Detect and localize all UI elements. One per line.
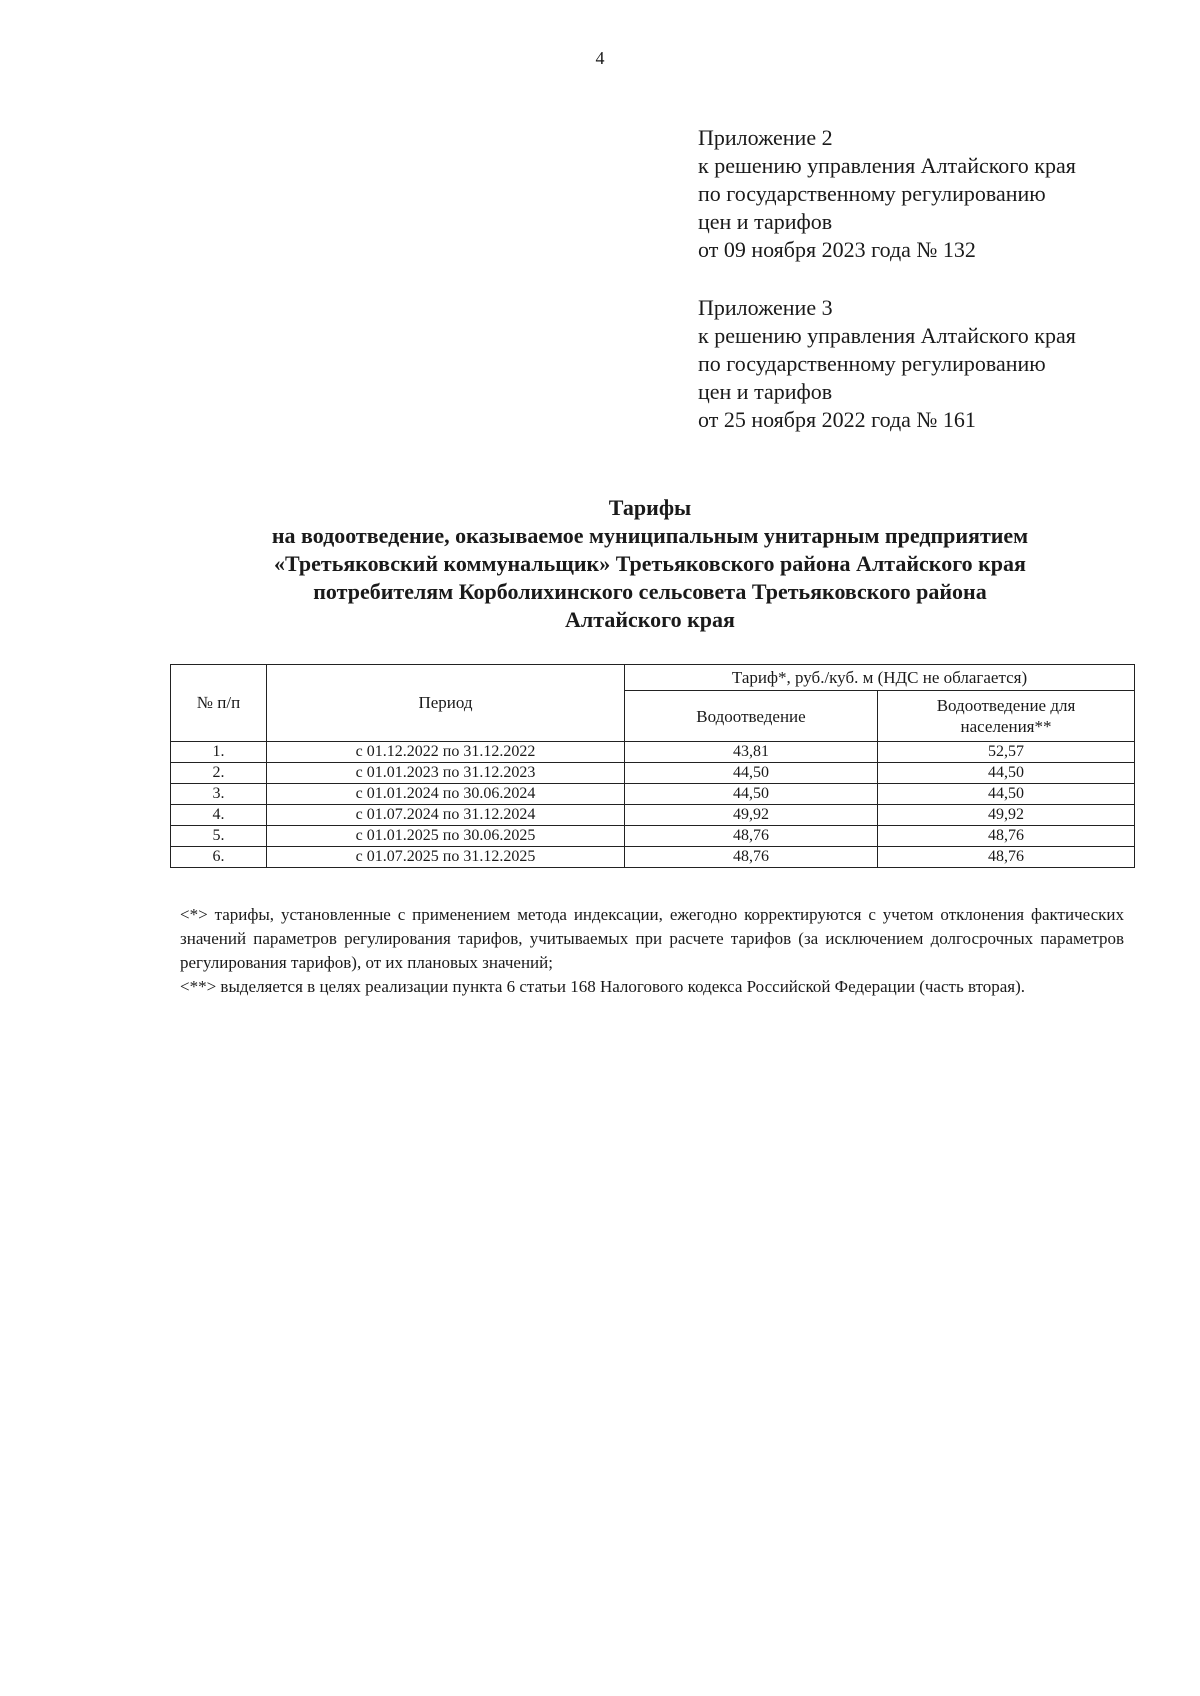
title-line: «Третьяковский коммунальщик» Третьяковского района Алтайского края: [274, 551, 1026, 576]
cell-number: 4.: [171, 805, 267, 826]
title-line: на водоотведение, оказываемое муниципальным унитарным предприятием: [271, 523, 1029, 548]
appendix-line: Приложение 3: [698, 295, 833, 320]
cell-number: 5.: [171, 826, 267, 847]
header-tariff-group: Тариф*, руб./куб. м (НДС не облагается): [625, 665, 1135, 691]
header-wastewater: Водоотведение: [625, 691, 878, 742]
appendix-line: по государственному регулированию: [698, 351, 1046, 376]
header-number: № п/п: [171, 665, 267, 742]
appendix-2-header: [698, 124, 1076, 264]
appendix-line: от 09 ноября 2023 года № 132: [698, 237, 976, 262]
table-row: [171, 742, 1135, 763]
header-population: [878, 691, 1135, 742]
appendix-3-header: [698, 294, 1076, 434]
title-line: потребителям Корболихинского сельсовета Третьяковского района: [313, 579, 987, 604]
appendix-line: Приложение 2: [698, 125, 833, 150]
appendix-line: к решению управления Алтайского края: [698, 323, 1076, 348]
cell-population: 44,50: [878, 784, 1135, 805]
tariff-table: [170, 664, 1135, 868]
cell-number: 1.: [171, 742, 267, 763]
cell-period: с 01.01.2025 по 30.06.2025: [267, 826, 625, 847]
appendix-line: к решению управления Алтайского края: [698, 153, 1076, 178]
cell-population: 48,76: [878, 826, 1135, 847]
document-title: [170, 494, 1130, 634]
cell-number: 3.: [171, 784, 267, 805]
cell-wastewater: 44,50: [625, 763, 878, 784]
footnote-1: <*> тарифы, установленные с применением метода индексации, ежегодно корректируются с учетом отклонения фактических значений параметров регулирования тарифов, учитываемых при расчете тарифов (за исключением долгосрочных параметров регулирования тарифов), от их плановых значений;: [180, 905, 1124, 972]
cell-population: 52,57: [878, 742, 1135, 763]
table-row: [171, 805, 1135, 826]
table-row: [171, 826, 1135, 847]
page-number: 4: [595, 48, 605, 68]
header-period: Период: [267, 665, 625, 742]
footnotes: [180, 903, 1124, 999]
footnote-2: <**> выделяется в целях реализации пункта 6 статьи 168 Налогового кодекса Российской Федерации (часть вторая).: [180, 977, 1026, 996]
table-row: [171, 847, 1135, 868]
cell-population: 48,76: [878, 847, 1135, 868]
cell-number: 2.: [171, 763, 267, 784]
appendix-line: цен и тарифов: [698, 379, 833, 404]
appendix-line: цен и тарифов: [698, 209, 833, 234]
cell-period: с 01.01.2024 по 30.06.2024: [267, 784, 625, 805]
cell-wastewater: 48,76: [625, 847, 878, 868]
table-row: [171, 784, 1135, 805]
cell-wastewater: 48,76: [625, 826, 878, 847]
header-population-line1: Водоотведение для: [936, 696, 1076, 715]
title-line: Алтайского края: [565, 607, 735, 632]
cell-wastewater: 44,50: [625, 784, 878, 805]
header-population-line2: населения**: [960, 717, 1052, 736]
cell-period: с 01.12.2022 по 31.12.2022: [267, 742, 625, 763]
table-row: [171, 763, 1135, 784]
cell-period: с 01.07.2024 по 31.12.2024: [267, 805, 625, 826]
appendix-line: по государственному регулированию: [698, 181, 1046, 206]
cell-period: с 01.07.2025 по 31.12.2025: [267, 847, 625, 868]
cell-population: 44,50: [878, 763, 1135, 784]
cell-wastewater: 43,81: [625, 742, 878, 763]
appendix-line: от 25 ноября 2022 года № 161: [698, 407, 976, 432]
cell-period: с 01.01.2023 по 31.12.2023: [267, 763, 625, 784]
cell-population: 49,92: [878, 805, 1135, 826]
cell-wastewater: 49,92: [625, 805, 878, 826]
cell-number: 6.: [171, 847, 267, 868]
title-line: Тарифы: [608, 495, 692, 520]
